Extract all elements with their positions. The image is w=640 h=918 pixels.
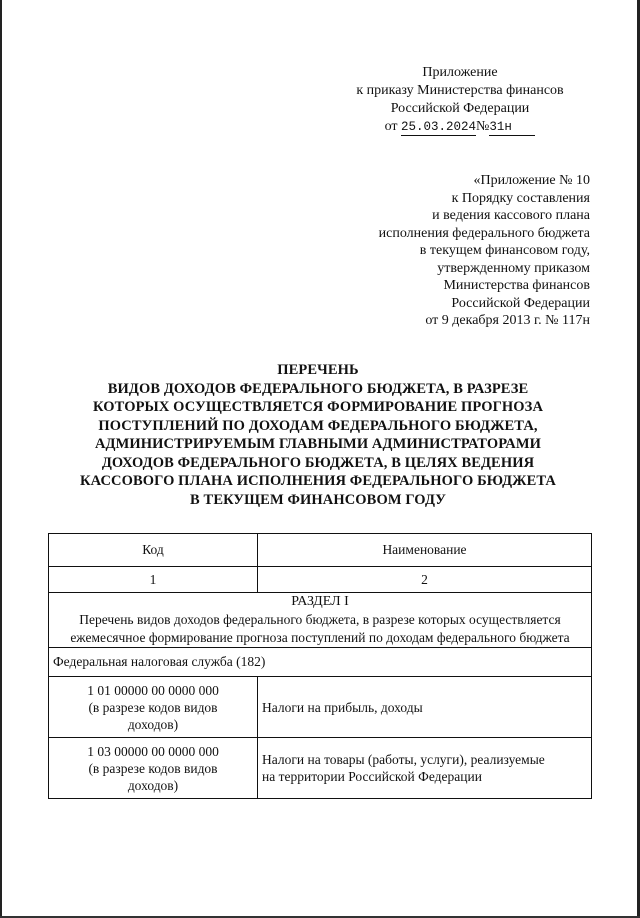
reference-line: утвержденному приказом <box>437 260 590 276</box>
approval-line-3: Российской Федерации <box>390 101 530 116</box>
title-line: В ТЕКУЩЕМ ФИНАНСОВОМ ГОДУ <box>190 491 446 508</box>
title-line: ПОСТУПЛЕНИЙ ПО ДОХОДАМ ФЕДЕРАЛЬНОГО БЮДЖЕТА, <box>98 417 538 434</box>
reference-block <box>290 172 590 330</box>
code-value: 1 03 00000 00 0000 000 <box>87 743 219 759</box>
code-note: доходов) <box>127 777 179 793</box>
table-row <box>49 738 592 799</box>
code-value: 1 01 00000 00 0000 000 <box>87 682 219 698</box>
title-line: ДОХОДОВ ФЕДЕРАЛЬНОГО БЮДЖЕТА, В ЦЕЛЯХ ВЕДЕНИЯ <box>101 454 535 471</box>
reference-line: и ведения кассового плана <box>432 208 590 223</box>
agency-row <box>49 648 592 677</box>
code-cell <box>49 738 258 799</box>
title-line: КАССОВОГО ПЛАНА ИСПОЛНЕНИЯ ФЕДЕРАЛЬНОГО БЮДЖЕТА <box>79 473 556 489</box>
name-value: Налоги на прибыль, доходы <box>262 699 423 715</box>
approval-order-line <box>330 118 590 136</box>
approval-date: 25.03.2024 <box>401 120 477 134</box>
approval-block <box>330 64 590 136</box>
name-cell <box>258 738 592 799</box>
column-number-2: 2 <box>258 567 592 593</box>
title-line: АДМИНИСТРИРУЕМЫМ ГЛАВНЫМИ АДМИНИСТРАТОРАМИ <box>94 436 542 452</box>
approval-number-label: № <box>476 119 490 134</box>
section-row <box>49 593 592 648</box>
reference-line: к Порядку составления <box>451 190 590 206</box>
section-cell <box>49 593 592 648</box>
title-line: ПЕРЕЧЕНЬ <box>277 362 359 378</box>
name-value: на территории Российской Федерации <box>262 769 482 784</box>
reference-line: Министерства финансов <box>443 278 590 293</box>
section-title: РАЗДЕЛ I <box>291 594 349 609</box>
name-value: Налоги на товары (работы, услуги), реализуемые <box>262 752 545 767</box>
column-numbers-row <box>49 567 592 593</box>
approval-line-1: Приложение <box>422 65 498 80</box>
code-cell <box>49 677 258 738</box>
document-title <box>78 361 558 509</box>
income-types-table <box>48 533 592 799</box>
agency-cell: Федеральная налоговая служба (182) <box>49 648 592 677</box>
table-row <box>49 677 592 738</box>
name-cell <box>258 677 592 738</box>
approval-from-label: от <box>384 119 398 134</box>
reference-line: Российской Федерации <box>451 295 590 311</box>
header-name: Наименование <box>258 534 592 567</box>
reference-line: «Приложение № 10 <box>473 173 590 188</box>
code-note: (в разрезе кодов видов <box>88 699 218 715</box>
reference-line: от 9 декабря 2013 г. № 117н <box>425 313 590 328</box>
code-note: доходов) <box>127 716 179 732</box>
approval-line-2: к приказу Министерства финансов <box>356 83 564 98</box>
column-number-1: 1 <box>49 567 258 593</box>
header-code: Код <box>49 534 258 567</box>
reference-line: в текущем финансовом году, <box>419 243 590 258</box>
approval-number: 31н <box>489 120 535 136</box>
title-line: КОТОРЫХ ОСУЩЕСТВЛЯЕТСЯ ФОРМИРОВАНИЕ ПРОГНОЗА <box>92 399 544 415</box>
table-header-row <box>49 534 592 567</box>
reference-line: исполнения федерального бюджета <box>378 225 590 241</box>
title-line: ВИДОВ ДОХОДОВ ФЕДЕРАЛЬНОГО БЮДЖЕТА, В РАЗРЕЗЕ <box>107 380 529 397</box>
scan-edge-left <box>0 0 2 918</box>
code-note: (в разрезе кодов видов <box>88 760 218 776</box>
section-description: Перечень видов доходов федерального бюджета, в разрезе которых осуществляется ежемесячное формирование прогноза поступлений по доходам федерального бюджета <box>70 612 570 645</box>
